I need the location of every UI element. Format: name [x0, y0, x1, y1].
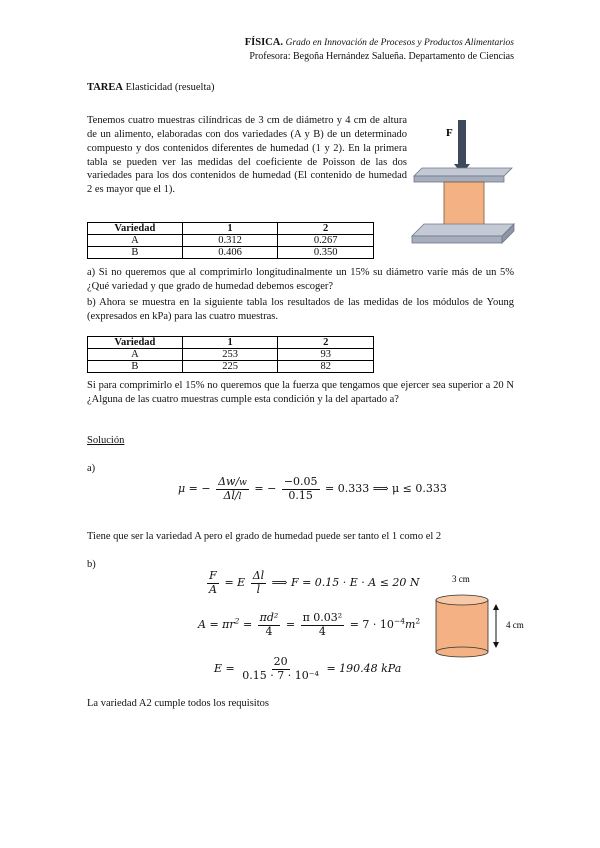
formula-a-ratio	[216, 476, 249, 502]
formula-b1-f: F	[209, 569, 217, 582]
solution-part-a-label: a)	[87, 463, 96, 474]
formula-b2-eq2: =	[285, 618, 296, 632]
formula-b2-frac1	[258, 612, 281, 638]
header-subject: FÍSICA.	[244, 37, 283, 48]
table-cell: A	[88, 235, 183, 247]
formula-a-mid: = −	[254, 482, 277, 496]
dim-cylinder-top	[436, 595, 488, 605]
table-cell: A	[88, 349, 183, 361]
base-plate	[412, 224, 514, 236]
formula-a-values	[282, 476, 320, 502]
task-label: TAREA	[87, 82, 123, 93]
top-plate	[414, 168, 512, 176]
table-cell: B	[88, 361, 183, 373]
formula-a-l: l	[238, 491, 242, 502]
formula-b1-dl: Δl	[252, 569, 265, 582]
formula-a-dw: Δw	[218, 475, 236, 488]
base-plate-front	[412, 236, 502, 243]
dim-cylinder-bottom	[436, 647, 488, 657]
formula-b2-lhs: A = πr	[198, 618, 235, 632]
formula-b1-strain	[251, 570, 266, 596]
formula-a-w: w	[239, 478, 247, 488]
formula-a-result: = 0.333 ⟹ μ ≤ 0.333	[325, 482, 447, 496]
cylinder-dimension-figure	[428, 572, 538, 662]
table-cell: 82	[278, 361, 374, 373]
questions-a-b	[87, 266, 514, 323]
table-row	[88, 247, 374, 259]
formula-b3-num: 20	[273, 655, 288, 668]
formula-b3-den: 0.15 · 7 · 10⁻⁴	[242, 668, 319, 682]
table-row	[88, 361, 374, 373]
formula-b2-unit: m	[404, 618, 416, 632]
solution-part-b-label: b)	[87, 559, 96, 570]
formula-b1-a: A	[209, 582, 217, 596]
table-cell: 225	[182, 361, 278, 373]
height-label: 4 cm	[506, 620, 524, 630]
formula-b3-lhs: E =	[214, 662, 235, 676]
solution-final: La variedad A2 cumple todos los requisitos	[87, 698, 269, 709]
piston-rod	[458, 120, 466, 170]
formula-b1-stress	[207, 570, 219, 596]
table-cell: 253	[182, 349, 278, 361]
table-header-cell: 1	[182, 223, 278, 235]
question-b: b) Ahora se muestra en la siguiente tabla los resultados de las medidas de los módulos de Young (expresados en kPa) para las cuatro muestras.	[87, 296, 514, 322]
formula-a-dl: Δl	[223, 488, 235, 502]
formula-force	[205, 570, 420, 596]
formula-a-val-den: 0.15	[288, 488, 313, 502]
table-header-cell: Variedad	[88, 337, 183, 349]
problem-statement: Tenemos cuatro muestras cilíndricas de 3 cm de diámetro y 4 cm de altura de un alimento, elaboradas con dos variedades (A y B) de un determinado compuesto y dos contenidos diferentes de humedad (1 y 2). En la primera tabla se pueden ver las medidas del coeficiente de Poisson de las dos variedades para los dos contenidos de humedad (El contenido de humedad 2 es mayor que el 1).	[87, 115, 407, 196]
formula-area	[198, 612, 420, 638]
formula-b3-rest: = 190.48 kPa	[326, 662, 402, 676]
table-cell: 0.267	[278, 235, 374, 247]
formula-b2-frac2-den: 4	[318, 624, 326, 638]
table-header-row	[88, 223, 374, 235]
table-cell: 93	[278, 349, 374, 361]
solution-part-a-conclusion: Tiene que ser la variedad A pero el grado de humedad puede ser tanto el 1 como el 2	[87, 531, 442, 542]
top-plate-front	[414, 176, 504, 182]
formula-b2-rest-exp: −4	[393, 616, 405, 626]
formula-b1-l: l	[256, 582, 261, 596]
header-teacher: Profesora: Begoña Hernández Salueña. Departamento de Ciencias	[249, 51, 514, 62]
formula-b3-frac	[240, 656, 321, 682]
table-row	[88, 235, 374, 247]
header-course-line	[245, 36, 514, 50]
formula-b2-frac2	[301, 612, 345, 638]
formula-b2-frac1-den: 4	[265, 624, 273, 638]
height-arrow-bottom	[493, 642, 499, 648]
table-header-cell: 2	[278, 337, 374, 349]
height-arrow-top	[493, 604, 499, 610]
diameter-label: 3 cm	[452, 574, 470, 584]
formula-b2-exp: 2	[234, 616, 240, 626]
formula-b2-frac2-num: π 0.03²	[302, 611, 343, 624]
poisson-table	[87, 222, 374, 259]
question-a: a) Si no queremos que al comprimirlo longitudinalmente un 15% su diámetro varíe más de un 5% ¿Qué variedad y que grado de humedad debemos escoger?	[87, 267, 514, 292]
force-label: F	[446, 127, 453, 139]
dim-cylinder-body	[436, 600, 488, 652]
formula-a-lhs: μ = −	[178, 482, 211, 496]
formula-b2-frac1-num: πd²	[259, 611, 279, 624]
question-c: Si para comprimirlo el 15% no queremos que la fuerza que tengamos que ejercer sea superior a 20 N ¿Alguna de las cuatro muestras cumple esta condición y la del apartado a?	[87, 380, 514, 405]
table-cell: 0.350	[278, 247, 374, 259]
formula-b2-unit-exp: 2	[415, 616, 421, 626]
formula-a-val-num: −0.05	[283, 475, 318, 488]
formula-b1-eq: = E	[224, 576, 246, 590]
press-figure	[408, 120, 518, 250]
formula-a-ratio-num: Δw/w	[218, 475, 247, 488]
header-program: Grado en Innovación de Procesos y Productos Alimentarios	[285, 38, 514, 48]
solution-heading: Solución	[87, 435, 125, 446]
table-cell: 0.406	[182, 247, 278, 259]
formula-b2-rest: = 7 · 10	[349, 618, 394, 632]
table-header-row	[88, 337, 374, 349]
task-subtitle: Elasticidad (resuelta)	[125, 82, 215, 93]
table-header-cell: Variedad	[88, 223, 183, 235]
task-title	[87, 81, 215, 95]
table-cell: B	[88, 247, 183, 259]
formula-young	[214, 656, 401, 682]
table-header-cell: 1	[182, 337, 278, 349]
table-header-cell: 2	[278, 223, 374, 235]
young-modulus-table	[87, 336, 374, 373]
formula-b2-eq: =	[242, 618, 253, 632]
table-cell: 0.312	[182, 235, 278, 247]
table-row	[88, 349, 374, 361]
formula-b1-rest: ⟹ F = 0.15 · E · A ≤ 20 N	[271, 576, 420, 590]
formula-poisson	[178, 476, 447, 502]
formula-a-ratio-den: Δl/l	[223, 488, 242, 502]
